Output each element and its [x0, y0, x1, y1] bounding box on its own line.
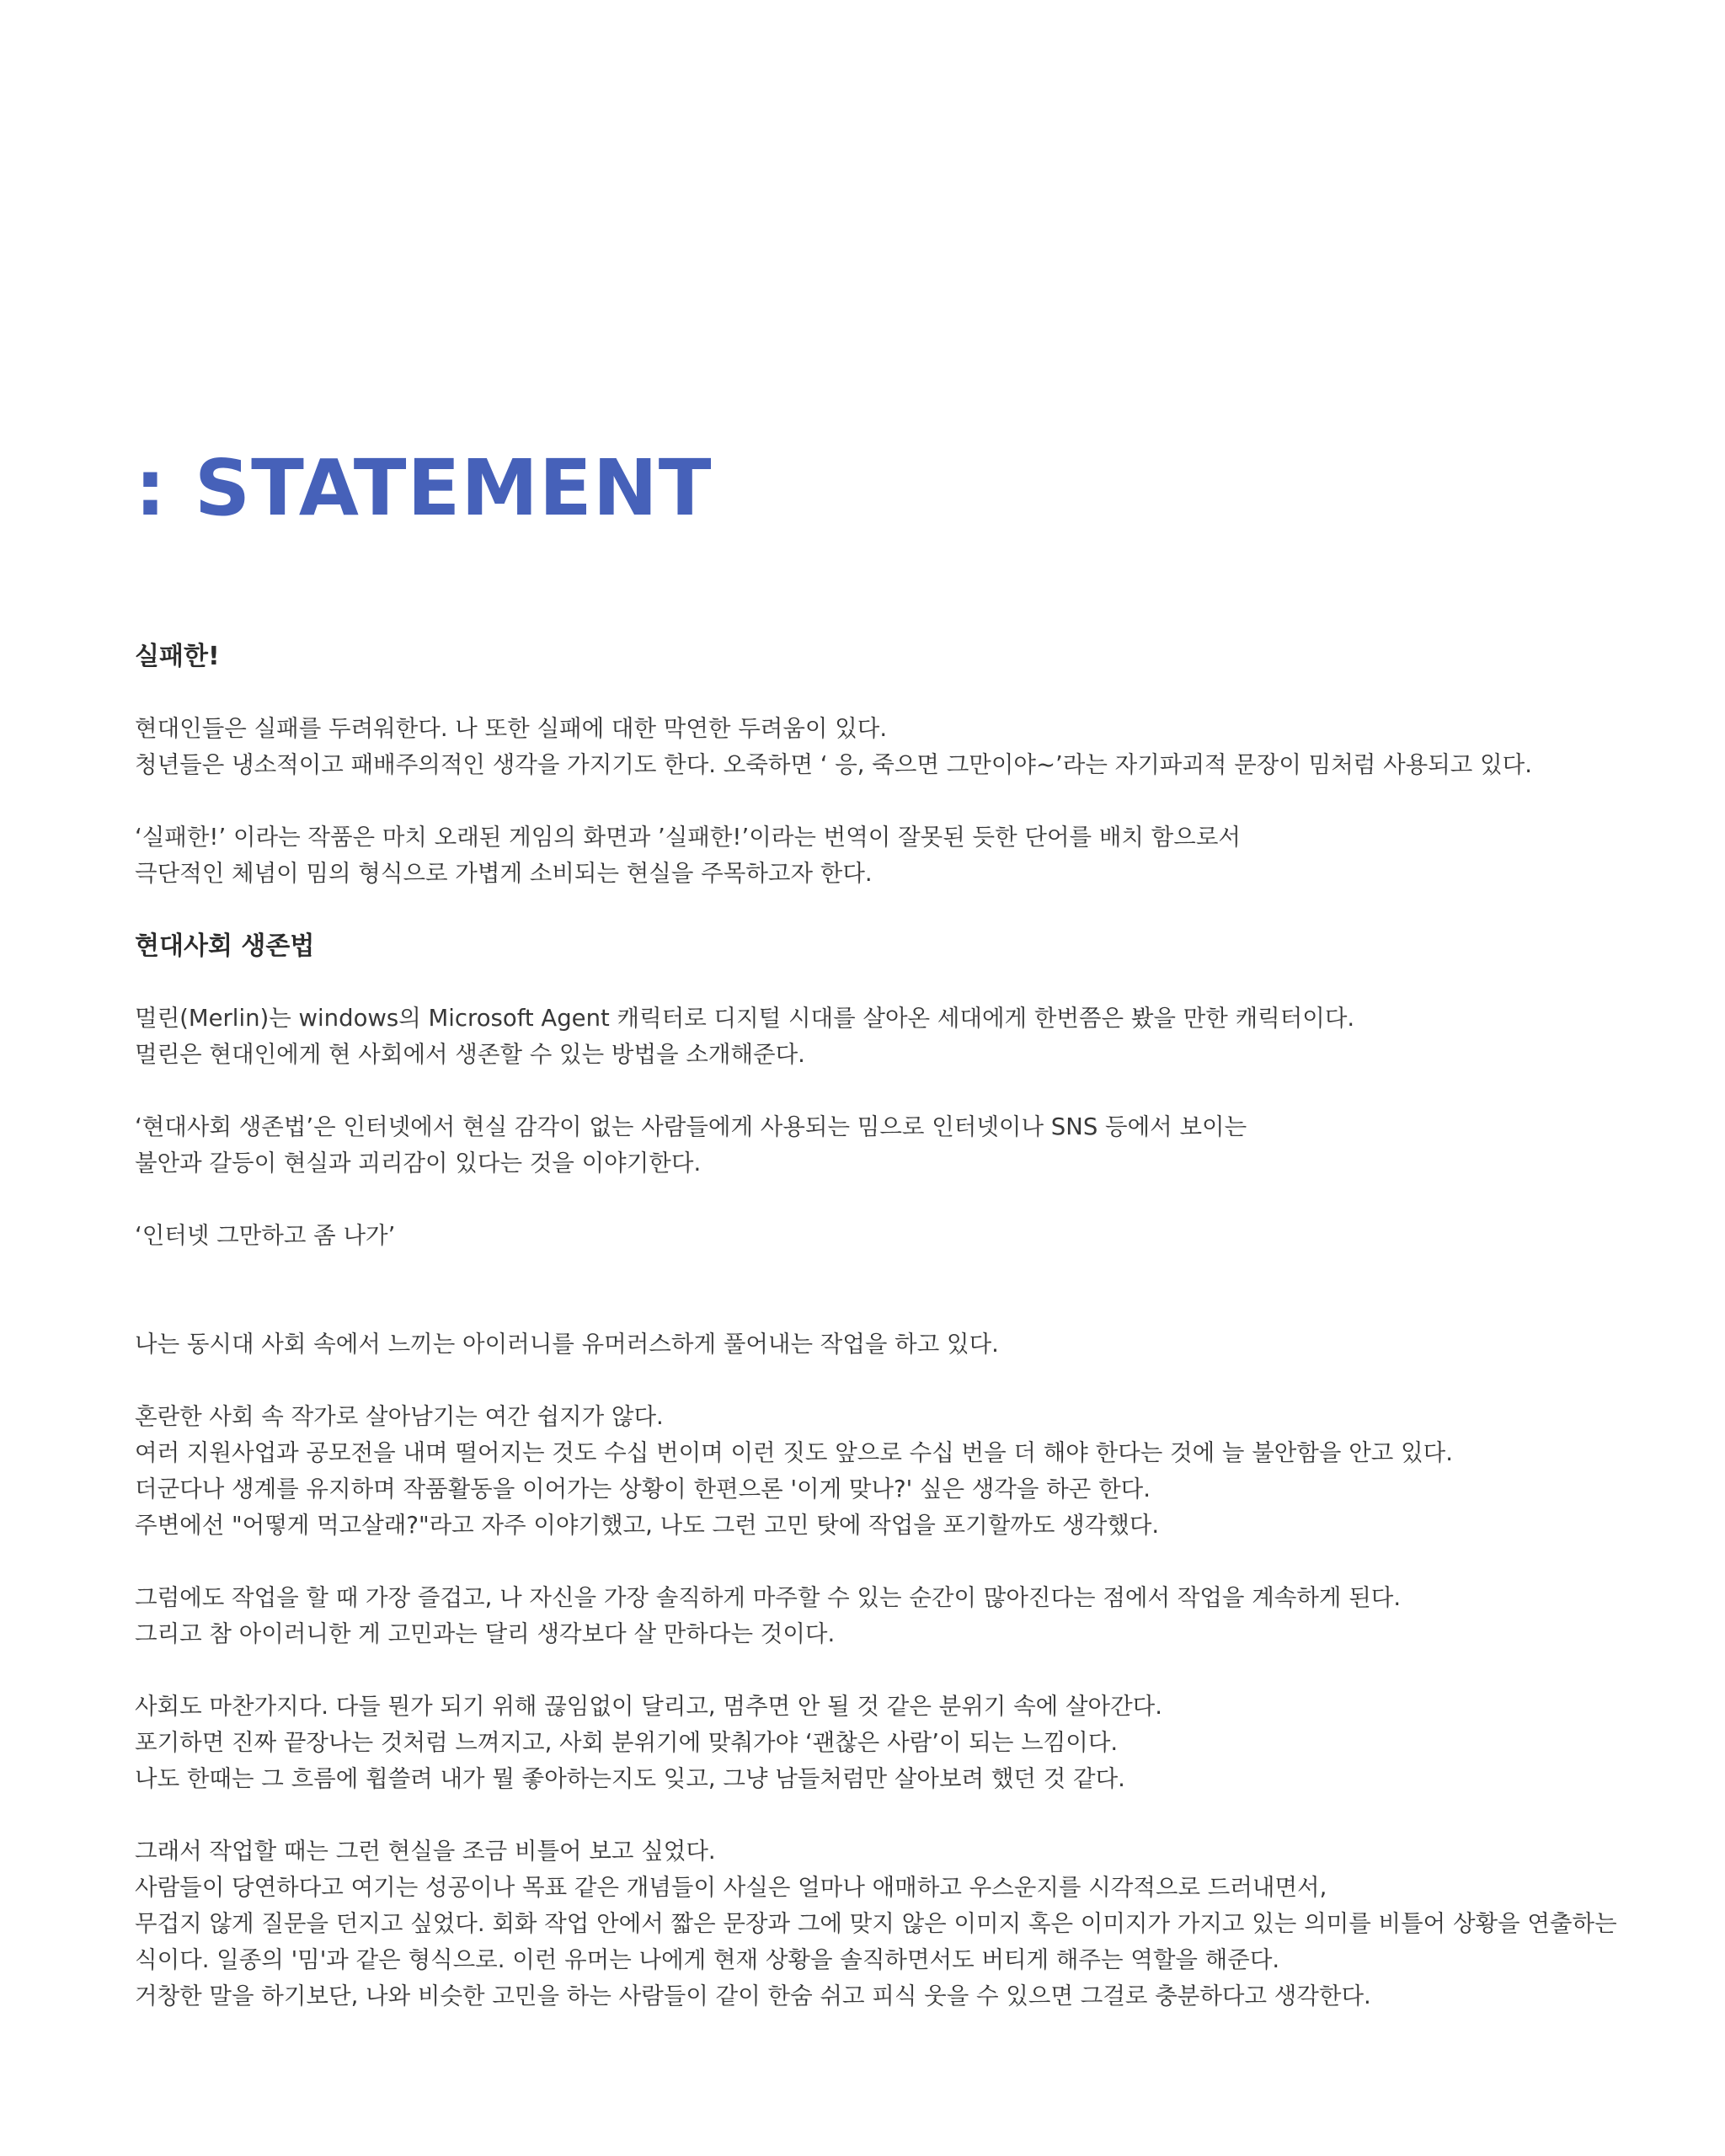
spacer: [135, 1073, 1651, 1109]
paragraph: [135, 1580, 1651, 1652]
page-title: : STATEMENT: [135, 443, 713, 533]
paragraph-line: 그리고 참 아이러니한 게 고민과는 달리 생각보다 살 만하다는 것이다.: [135, 1620, 836, 1647]
paragraph: [135, 1689, 1651, 1797]
section-failed: [135, 638, 1651, 892]
paragraph-line: 청년들은 냉소적이고 패배주의적인 생각을 가지기도 한다. 오죽하면 ‘ 응, 죽으면 그만이야~’라는 자기파괴적 문장이 밈처럼 사용되고 있다.: [135, 751, 1532, 778]
paragraph-line: 멀린(Merlin)는 windows의 Microsoft Agent 캐릭터로 디지털 시대를 살아온 세대에게 한번쯤은 봤을 만한 캐릭터이다.: [135, 1005, 1355, 1032]
paragraph-line: 주변에선 "어떻게 먹고살래?"라고 자주 이야기했고, 나도 그런 고민 탓에 작업을 포기할까도 생각했다.: [135, 1512, 1160, 1539]
paragraph: [135, 1109, 1651, 1182]
section-heading-failed: 실패한!: [135, 642, 220, 671]
spacer: [135, 1182, 1651, 1218]
paragraph-line: ‘실패한!’ 이라는 작품은 마치 오래된 게임의 화면과 ’실패한!’이라는 번역이 잘못된 듯한 단어를 배치 함으로서: [135, 824, 1241, 851]
section-heading-survival: 현대사회 생존법: [135, 931, 315, 961]
paragraph-line: ‘현대사회 생존법’은 인터넷에서 현실 감각이 없는 사람들에게 사용되는 밈으로 인터넷이나 SNS 등에서 보이는: [135, 1113, 1247, 1140]
paragraph-line: 나는 동시대 사회 속에서 느끼는 아이러니를 유머러스하게 풀어내는 작업을 하고 있다.: [135, 1331, 999, 1358]
paragraph: [135, 1001, 1651, 1073]
paragraph-line: 사람들이 당연하다고 여기는 성공이나 목표 같은 개념들이 사실은 얼마나 애매하고 우스운지를 시각적으로 드러내면서,: [135, 1874, 1327, 1901]
paragraph-line: 혼란한 사회 속 작가로 살아남기는 여간 쉽지가 않다.: [135, 1403, 664, 1430]
spacer: [135, 964, 1651, 1001]
spacer: [135, 1652, 1651, 1689]
paragraph-line: 여러 지원사업과 공모전을 내며 떨어지는 것도 수십 번이며 이런 짓도 앞으로 수십 번을 더 해야 한다는 것에 늘 불안함을 안고 있다.: [135, 1439, 1453, 1466]
paragraph: [135, 1833, 1651, 2015]
spacer: [135, 783, 1651, 819]
paragraph-line: 멀린은 현대인에게 현 사회에서 생존할 수 있는 방법을 소개해준다.: [135, 1041, 805, 1068]
statement-body: [135, 638, 1651, 2015]
spacer: [135, 675, 1651, 711]
paragraph-line: 나도 한때는 그 흐름에 휩쓸려 내가 뭘 좋아하는지도 잊고, 그냥 남들처럼만 살아보려 했던 것 같다.: [135, 1765, 1125, 1792]
paragraph-line: 그럼에도 작업을 할 때 가장 즐겁고, 나 자신을 가장 솔직하게 마주할 수 있는 순간이 많아진다는 점에서 작업을 계속하게 된다.: [135, 1584, 1402, 1611]
paragraph-line: 식이다. 일종의 '밈'과 같은 형식으로. 이런 유머는 나에게 현재 상황을 솔직하면서도 버티게 해주는 역할을 해준다.: [135, 1946, 1280, 1973]
spacer: [135, 892, 1651, 928]
paragraph: [135, 1326, 1651, 1363]
spacer: [135, 1797, 1651, 1833]
paragraph-line: 그래서 작업할 때는 그런 현실을 조금 비틀어 보고 싶었다.: [135, 1838, 716, 1865]
section-survival: [135, 928, 1651, 1254]
paragraph: [135, 711, 1651, 783]
section-artist-statement: [135, 1326, 1651, 2015]
spacer: [135, 1544, 1651, 1580]
paragraph-line: 거창한 말을 하기보단, 나와 비슷한 고민을 하는 사람들이 같이 한숨 쉬고 피식 웃을 수 있으면 그걸로 충분하다고 생각한다.: [135, 1983, 1371, 2009]
paragraph-line: 무겁지 않게 질문을 던지고 싶었다. 회화 작업 안에서 짧은 문장과 그에 맞지 않은 이미지 혹은 이미지가 가지고 있는 의미를 비틀어 상황을 연출하는: [135, 1910, 1617, 1937]
paragraph-line: 불안과 갈등이 현실과 괴리감이 있다는 것을 이야기한다.: [135, 1150, 702, 1177]
paragraph-line: 사회도 마찬가지다. 다들 뭔가 되기 위해 끊임없이 달리고, 멈추면 안 될 것 같은 분위기 속에 살아간다.: [135, 1693, 1162, 1720]
paragraph-line: 포기하면 진짜 끝장나는 것처럼 느껴지고, 사회 분위기에 맞춰가야 ‘괜찮은 사람’이 되는 느낌이다.: [135, 1729, 1119, 1756]
paragraph-line: 더군다나 생계를 유지하며 작품활동을 이어가는 상황이 한편으론 '이게 맞나?' 싶은 생각을 하곤 한다.: [135, 1476, 1151, 1502]
paragraph-line: 극단적인 체념이 밈의 형식으로 가볍게 소비되는 현실을 주목하고자 한다.: [135, 860, 873, 887]
paragraph-line: 현대인들은 실패를 두려워한다. 나 또한 실패에 대한 막연한 두려움이 있다.: [135, 715, 888, 742]
paragraph: [135, 1399, 1651, 1544]
spacer: [135, 1254, 1651, 1326]
paragraph: [135, 1218, 1651, 1254]
paragraph: [135, 819, 1651, 892]
spacer: [135, 1363, 1651, 1399]
paragraph-line: ‘인터넷 그만하고 좀 나가’: [135, 1222, 396, 1249]
